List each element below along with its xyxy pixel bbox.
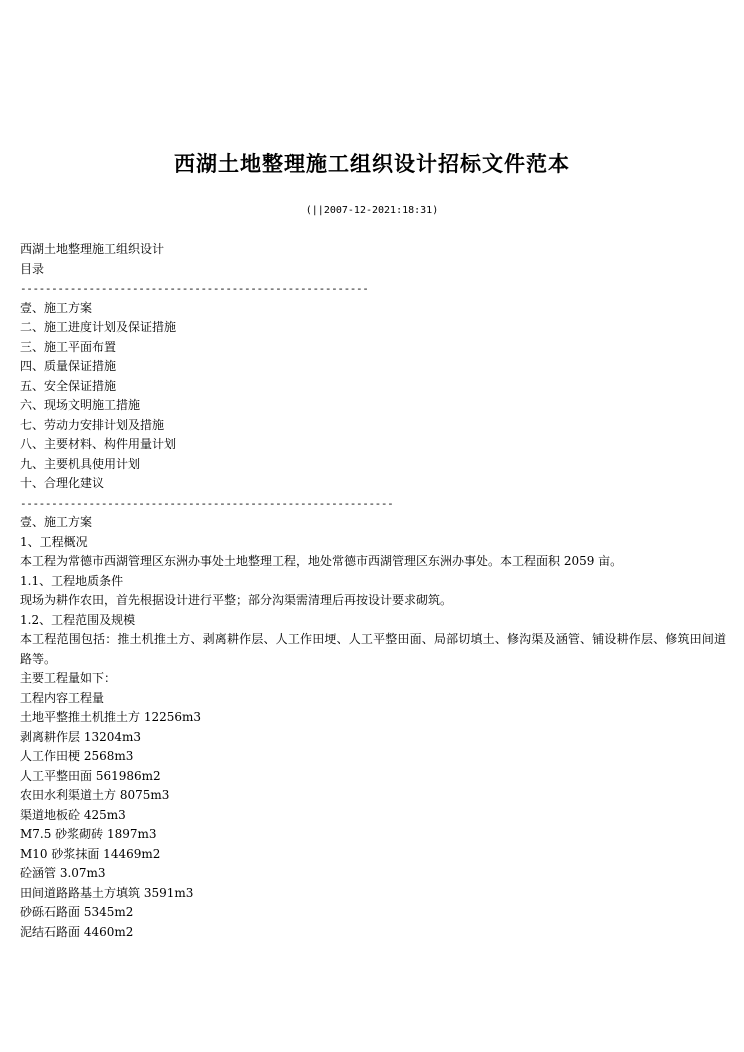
separator-bottom: ------------------------------------------------------------: [20, 496, 394, 510]
quantity-item: 泥结石路面 4460m2: [20, 924, 134, 939]
toc-item: 四、质量保证措施: [20, 359, 117, 373]
quantities-intro: 主要工程量如下：: [20, 671, 117, 685]
quantities-header: 工程内容工程量: [20, 690, 105, 705]
section-heading: 壹、施工方案: [20, 515, 93, 529]
toc-label: 目录: [20, 261, 45, 276]
paragraph: 本工程为常德市西湖管理区东洲办事处土地整理工程，地处常德市西湖管理区东洲办事处。本工程面积 2059 亩。: [20, 554, 623, 568]
document-title: 西湖土地整理施工组织设计招标文件范本: [174, 152, 570, 176]
date-line: (||2007-12-2021:18:31): [305, 205, 439, 216]
toc-item: 二、施工进度计划及保证措施: [20, 320, 177, 334]
paragraph: 现场为耕作农田，首先根据设计进行平整；部分沟渠需清理后再按设计要求砌筑。: [20, 593, 453, 607]
quantity-item: 砂砾石路面 5345m2: [20, 905, 134, 919]
subsection-heading: 1.2、工程范围及规模: [20, 612, 136, 627]
subsection-heading: 1、工程概况: [20, 534, 88, 549]
toc-item: 七、劳动力安排计划及措施: [20, 417, 165, 432]
quantity-item: 土地平整推土机推土方 12256m3: [20, 710, 202, 724]
quantity-item: 人工作田梗 2568m3: [20, 749, 134, 763]
quantity-item: 农田水利渠道土方 8075m3: [20, 788, 170, 802]
toc-item: 十、合理化建议: [20, 476, 105, 490]
quantity-item: 剥离耕作层 13204m3: [20, 729, 142, 744]
quantity-item: 人工平整田面 561986m2: [20, 768, 161, 783]
toc-item: 九、主要机具使用计划: [20, 456, 141, 471]
quantity-item: M7.5 砂浆砌砖 1897m3: [20, 827, 157, 841]
toc-item: 三、施工平面布置: [20, 339, 117, 354]
toc-item: 八、主要材料、构件用量计划: [20, 437, 177, 451]
quantity-item: 田间道路路基土方填筑 3591m3: [20, 885, 194, 900]
quantity-item: M10 砂浆抹面 14469m2: [20, 846, 161, 861]
doc-heading: 西湖土地整理施工组织设计: [20, 242, 165, 256]
toc-item: 壹、施工方案: [20, 300, 93, 315]
quantity-item: 渠道地板砼 425m3: [20, 807, 126, 822]
paragraph: 本工程范围包括：推土机推土方、剥离耕作层、人工作田埂、人工平整田面、局部切填土、修沟渠及涵管、铺设耕作层、修筑田间道路等。: [20, 632, 726, 666]
subsection-heading: 1.1、工程地质条件: [20, 573, 124, 588]
toc-item: 六、现场文明施工措施: [20, 398, 141, 412]
separator-top: --------------------------------------------------------: [20, 282, 369, 295]
toc-item: 五、安全保证措施: [20, 378, 117, 393]
document-body: [20, 240, 726, 942]
quantity-item: 砼涵管 3.07m3: [20, 866, 106, 880]
